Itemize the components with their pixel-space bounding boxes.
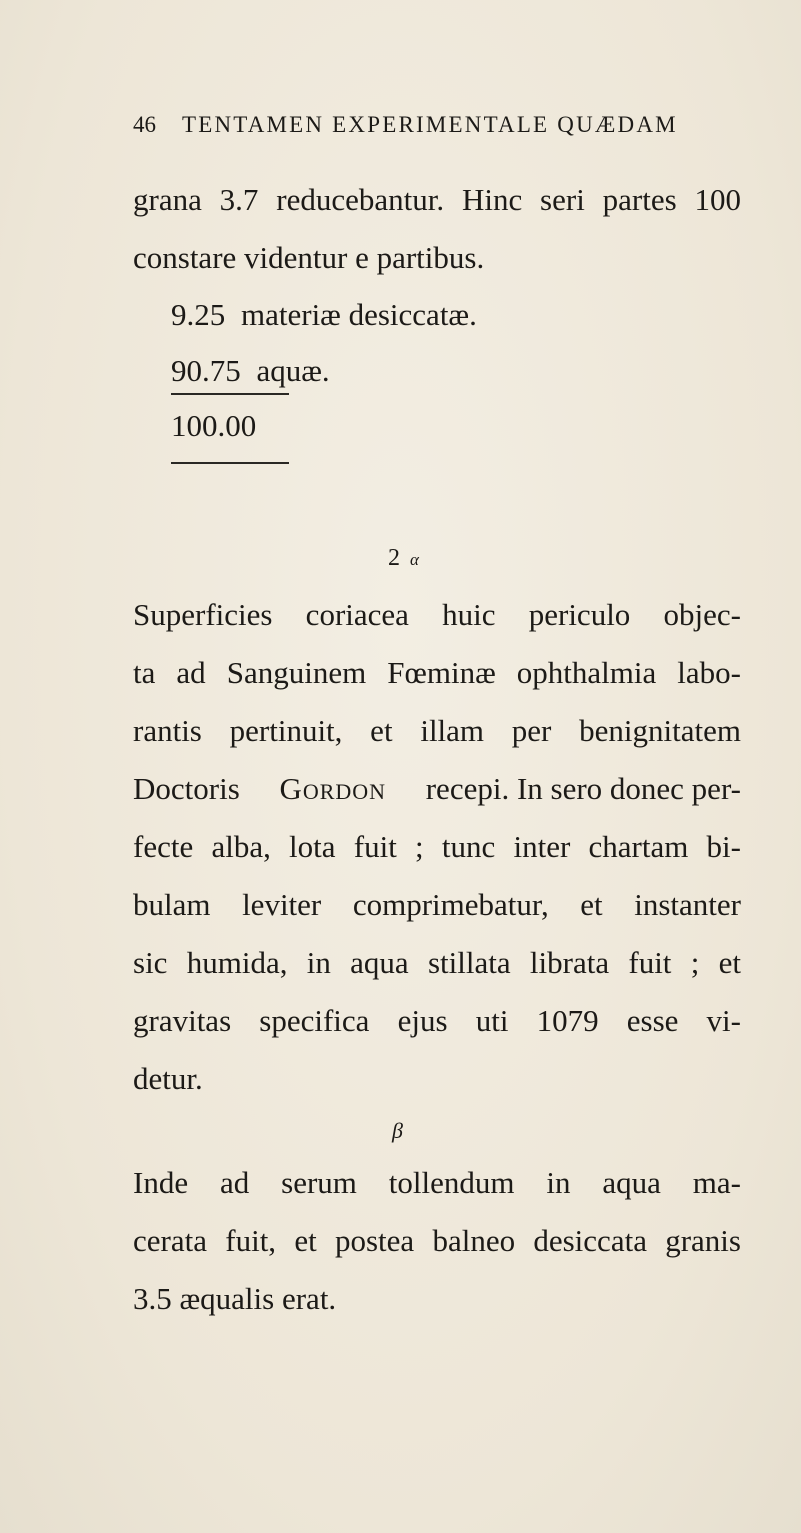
table-label: aquæ. xyxy=(256,353,330,388)
text-line: rantis pertinuit, et illam per benignitatem xyxy=(133,713,741,748)
text-line: ta ad Sanguinem Fœminæ ophthalmia labo- xyxy=(133,655,741,690)
text-line: bulam leviter comprimebatur, et instanter xyxy=(133,887,741,922)
proper-name: Gordon xyxy=(279,771,387,806)
table-row-1 xyxy=(171,297,477,333)
text-line: Inde ad serum tollendum in aqua ma- xyxy=(133,1165,741,1200)
text-line: Doctoris Gordon recepi. In sero donec per- xyxy=(133,771,741,806)
sum-rule-bottom xyxy=(171,462,289,464)
page-number: 46 xyxy=(133,112,156,137)
section-marker-alpha: 2 α xyxy=(388,545,419,571)
table-row-2 xyxy=(171,353,330,389)
text-line: fecte alba, lota fuit ; tunc inter chartam bi- xyxy=(133,829,741,864)
running-header xyxy=(133,112,753,138)
table-total: 100.00 xyxy=(171,408,257,443)
text-line: Superficies coriacea huic periculo objec- xyxy=(133,597,741,632)
text-line: 3.5 æqualis erat. xyxy=(133,1281,337,1316)
text-line: sic humida, in aqua stillata librata fuit ; et xyxy=(133,945,741,980)
sum-rule xyxy=(171,393,289,395)
text-line: detur. xyxy=(133,1061,203,1096)
table-value: 9.25 xyxy=(171,297,226,332)
table-label: materiæ desiccatæ. xyxy=(241,297,477,332)
section-marker-beta: β xyxy=(392,1118,403,1143)
text-line: gravitas specifica ejus uti 1079 esse vi- xyxy=(133,1003,741,1038)
running-title: TENTAMEN EXPERIMENTALE QUÆDAM xyxy=(182,112,678,137)
text-line: constare videntur e partibus. xyxy=(133,240,485,275)
text-line: cerata fuit, et postea balneo desiccata granis xyxy=(133,1223,741,1258)
text-line: grana 3.7 reducebantur. Hinc seri partes 100 xyxy=(133,182,741,217)
table-value: 90.75 xyxy=(171,353,241,388)
